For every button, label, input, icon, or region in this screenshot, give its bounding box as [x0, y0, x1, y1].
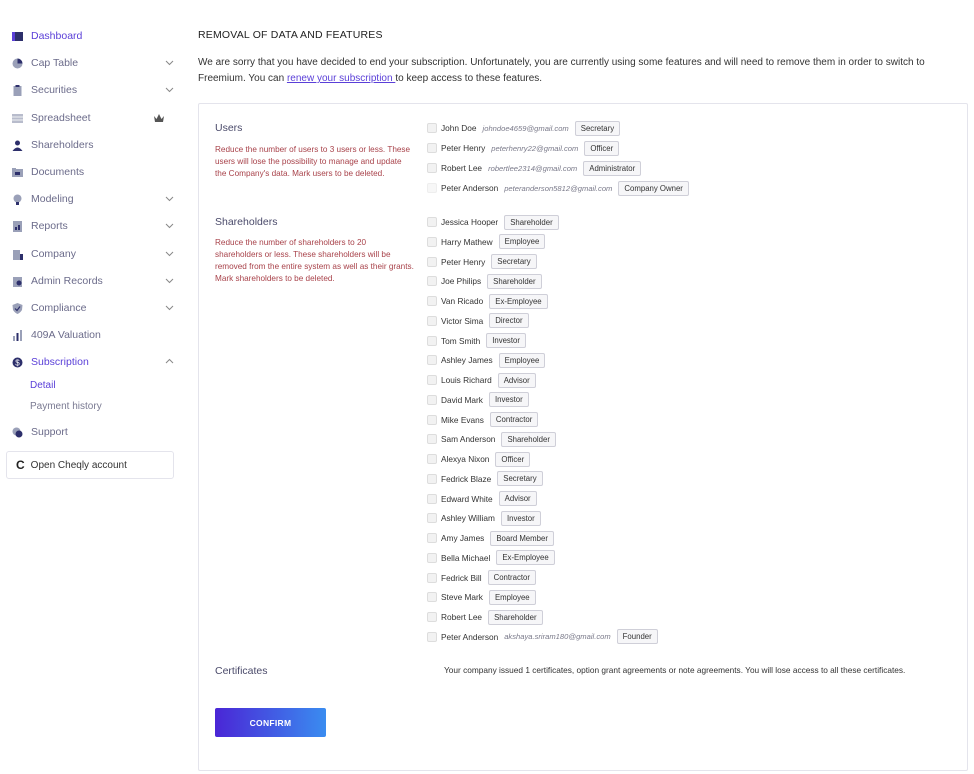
- certificates-text: Your company issued 1 certificates, option grant agreements or note agreements. You will lose access to all these certificates.: [444, 665, 906, 675]
- intro-before: We are sorry that you have decided to end your subscription. Unfortunately, you are currently using some features and will need to remove them in order to switch to Freemium. You can: [198, 57, 925, 84]
- row-checkbox[interactable]: [427, 592, 437, 602]
- chevron-down-icon: [165, 194, 174, 203]
- nav-documents[interactable]: [12, 162, 178, 182]
- role-badge: Ex-Employee: [496, 550, 554, 565]
- list-item: [427, 510, 541, 526]
- nav-cap-table-label: Cap Table: [31, 57, 79, 69]
- list-item: [427, 352, 545, 368]
- role-badge: Investor: [486, 333, 526, 348]
- row-checkbox[interactable]: [427, 163, 437, 173]
- row-name: Van Ricado: [441, 296, 484, 306]
- row-name: Ashley James: [441, 355, 493, 366]
- row-checkbox[interactable]: [427, 336, 437, 346]
- chevron-down-icon: [165, 221, 174, 230]
- nav-support-label: Support: [31, 426, 68, 438]
- bulb-icon: [12, 194, 23, 205]
- dashboard-icon: [12, 31, 23, 42]
- chevron-down-icon: [165, 303, 174, 312]
- row-checkbox[interactable]: [427, 494, 437, 504]
- nav-dashboard-label: Dashboard: [31, 30, 83, 42]
- row-email: peteranderson5812@gmail.com: [504, 183, 613, 193]
- list-item: [427, 629, 658, 645]
- list-item: [427, 431, 556, 447]
- row-checkbox[interactable]: [427, 573, 437, 583]
- nav-spreadsheet[interactable]: [12, 108, 178, 128]
- row-checkbox[interactable]: [427, 296, 437, 306]
- row-name: Alexya Nixon: [441, 454, 490, 464]
- row-checkbox[interactable]: [427, 533, 437, 543]
- role-badge: Secretary: [575, 121, 620, 136]
- row-name: Steve Mark: [441, 592, 483, 603]
- list-item: [427, 180, 689, 196]
- nav-shareholders-label: Shareholders: [31, 139, 94, 151]
- role-badge: Employee: [499, 353, 546, 368]
- role-badge: Founder: [617, 629, 658, 644]
- row-name: Sam Anderson: [441, 434, 496, 445]
- row-name: Mike Evans: [441, 414, 484, 425]
- row-name: Fedrick Blaze: [441, 473, 492, 484]
- nav-company[interactable]: [12, 244, 178, 264]
- crown-icon: [154, 114, 164, 122]
- list-item: [427, 609, 543, 625]
- row-name: Peter Anderson: [441, 631, 499, 642]
- nav-409a-valuation-label: 409A Valuation: [31, 329, 101, 341]
- sidebar: [0, 0, 186, 774]
- shield-icon: [12, 303, 23, 314]
- row-name: Amy James: [441, 533, 485, 543]
- shareholders-title: Shareholders: [215, 216, 278, 228]
- nav-compliance[interactable]: [12, 298, 178, 318]
- sub-payment-history[interactable]: Payment history: [30, 401, 102, 412]
- nav-spreadsheet-label: Spreadsheet: [31, 112, 91, 124]
- role-badge: Investor: [489, 392, 529, 407]
- list-item: [427, 234, 545, 250]
- list-item: [427, 451, 530, 467]
- role-badge: Employee: [499, 234, 546, 249]
- row-checkbox[interactable]: [427, 612, 437, 622]
- nav-admin-records[interactable]: [12, 271, 178, 291]
- row-checkbox[interactable]: [427, 217, 437, 227]
- pie-chart-icon: [12, 58, 23, 69]
- row-name: John Doe: [441, 123, 477, 133]
- sub-detail[interactable]: Detail: [30, 380, 56, 391]
- chevron-down-icon: [165, 58, 174, 67]
- list-item: [427, 471, 543, 487]
- role-badge: Employee: [489, 590, 536, 605]
- row-checkbox[interactable]: [427, 474, 437, 484]
- nav-company-label: Company: [31, 248, 76, 260]
- list-item: [427, 412, 538, 428]
- list-item: [427, 392, 529, 408]
- chevron-down-icon: [165, 85, 174, 94]
- role-badge: Shareholder: [488, 610, 542, 625]
- chevron-down-icon: [165, 249, 174, 258]
- row-name: David Mark: [441, 394, 483, 405]
- nav-reports[interactable]: [12, 216, 178, 236]
- row-name: Tom Smith: [441, 335, 481, 346]
- row-name: Robert Lee: [441, 612, 483, 622]
- svg-text:$: $: [15, 357, 20, 367]
- certificates-title: Certificates: [215, 665, 268, 677]
- row-name: Peter Henry: [441, 143, 486, 153]
- support-icon: [12, 427, 23, 438]
- list-item: [427, 293, 548, 309]
- role-badge: Advisor: [498, 373, 536, 388]
- list-item: [427, 254, 537, 270]
- nav-dashboard[interactable]: [12, 26, 178, 46]
- row-name: Ashley William: [441, 513, 495, 524]
- intro-text: [198, 55, 963, 87]
- role-badge: Investor: [501, 511, 541, 526]
- row-name: Louis Richard: [441, 375, 492, 385]
- list-item: [427, 160, 641, 176]
- row-checkbox[interactable]: [427, 257, 437, 267]
- role-badge: Administrator: [583, 161, 641, 176]
- role-badge: Contractor: [490, 412, 538, 427]
- nav-reports-label: Reports: [31, 220, 68, 232]
- list-item: [427, 530, 554, 546]
- clipboard-icon: [12, 85, 23, 96]
- folder-icon: [12, 167, 23, 178]
- records-icon: [12, 276, 23, 287]
- list-item: [427, 550, 555, 566]
- valuation-icon: [12, 330, 23, 341]
- row-name: Jessica Hooper: [441, 217, 499, 227]
- row-checkbox[interactable]: [427, 375, 437, 385]
- row-checkbox[interactable]: [427, 276, 437, 286]
- list-item: [427, 491, 537, 507]
- role-badge: Shareholder: [501, 432, 555, 447]
- role-badge: Company Owner: [618, 181, 689, 196]
- role-badge: Shareholder: [487, 274, 541, 289]
- role-badge: Officer: [495, 452, 530, 467]
- shareholders-warning: Reduce the number of shareholders to 20 shareholders or less. These shareholders will be removed from the entire system as well as their grants. Mark shareholders to be deleted.: [215, 238, 414, 283]
- list-item: [427, 589, 536, 605]
- row-checkbox[interactable]: [427, 434, 437, 444]
- dollar-icon: [12, 357, 23, 368]
- row-checkbox[interactable]: [427, 395, 437, 405]
- row-checkbox[interactable]: [427, 632, 437, 642]
- role-badge: Board Member: [490, 531, 554, 546]
- renew-subscription-link[interactable]: renew your subscription: [286, 73, 396, 84]
- nav-shareholders[interactable]: [12, 135, 178, 155]
- building-icon: [12, 249, 23, 260]
- row-name: Harry Mathew: [441, 236, 493, 247]
- open-cheqly-account-button[interactable]: [6, 451, 174, 479]
- spreadsheet-icon: [12, 113, 23, 124]
- page-title: REMOVAL OF DATA AND FEATURES: [198, 29, 383, 41]
- role-badge: Contractor: [488, 570, 536, 585]
- role-badge: Secretary: [491, 254, 536, 269]
- row-checkbox[interactable]: [427, 355, 437, 365]
- chevron-up-icon: [165, 357, 174, 366]
- row-email: robertlee2314@gmail.com: [488, 163, 578, 173]
- row-checkbox[interactable]: [427, 513, 437, 523]
- list-item: [427, 140, 619, 156]
- row-checkbox[interactable]: [427, 454, 437, 464]
- row-checkbox[interactable]: [427, 237, 437, 247]
- users-warning: Reduce the number of users to 3 users or less. These users will lose the possibility to manage and update the Company's data. Mark users to be deleted.: [215, 145, 411, 178]
- row-name: Bella Michael: [441, 552, 491, 563]
- list-item: [427, 120, 620, 136]
- row-name: Robert Lee: [441, 163, 483, 173]
- nav-subscription-label: Subscription: [31, 356, 89, 368]
- nav-admin-records-label: Admin Records: [31, 275, 103, 287]
- users-title: Users: [215, 122, 243, 134]
- row-checkbox[interactable]: [427, 143, 437, 153]
- role-badge: Ex-Employee: [489, 294, 547, 309]
- row-name: Peter Anderson: [441, 183, 499, 193]
- list-item: [427, 570, 536, 586]
- nav-compliance-label: Compliance: [31, 302, 87, 314]
- list-item: [427, 372, 536, 388]
- nav-cap-table[interactable]: [12, 53, 178, 73]
- person-icon: [12, 140, 23, 151]
- nav-subscription[interactable]: [12, 352, 178, 372]
- row-email: johndoe4659@gmail.com: [482, 123, 569, 133]
- role-badge: Officer: [584, 141, 619, 156]
- row-email: peterhenry22@gmail.com: [491, 143, 579, 153]
- row-checkbox[interactable]: [427, 553, 437, 563]
- nav-modeling[interactable]: [12, 189, 178, 209]
- chevron-down-icon: [165, 276, 174, 285]
- role-badge: Advisor: [499, 491, 537, 506]
- cheqly-label: Open Cheqly account: [30, 459, 127, 471]
- confirm-button[interactable]: CONFIRM: [215, 708, 326, 737]
- role-badge: Shareholder: [504, 215, 558, 230]
- cheqly-logo-icon: C: [16, 458, 25, 472]
- row-name: Joe Philips: [441, 276, 482, 287]
- nav-modeling-label: Modeling: [31, 193, 74, 205]
- row-checkbox[interactable]: [427, 415, 437, 425]
- role-badge: Secretary: [497, 471, 542, 486]
- intro-after: to keep access to these features.: [395, 73, 543, 84]
- list-item: [427, 273, 542, 289]
- list-item: [427, 313, 529, 329]
- row-checkbox[interactable]: [427, 123, 437, 133]
- row-checkbox[interactable]: [427, 316, 437, 326]
- nav-support[interactable]: [12, 422, 178, 442]
- row-name: Fedrick Bill: [441, 572, 482, 583]
- nav-securities[interactable]: [12, 80, 178, 100]
- report-icon: [12, 221, 23, 232]
- row-email: akshaya.sriram180@gmail.com: [504, 632, 611, 642]
- nav-documents-label: Documents: [31, 166, 85, 178]
- role-badge: Director: [489, 313, 528, 328]
- list-item: [427, 333, 526, 349]
- row-name: Peter Henry: [441, 256, 486, 267]
- row-name: Victor Sima: [441, 315, 484, 326]
- row-name: Edward White: [441, 493, 493, 504]
- nav-securities-label: Securities: [31, 84, 78, 96]
- row-checkbox[interactable]: [427, 183, 437, 193]
- list-item: [427, 214, 559, 230]
- nav-409a-valuation[interactable]: [12, 325, 178, 345]
